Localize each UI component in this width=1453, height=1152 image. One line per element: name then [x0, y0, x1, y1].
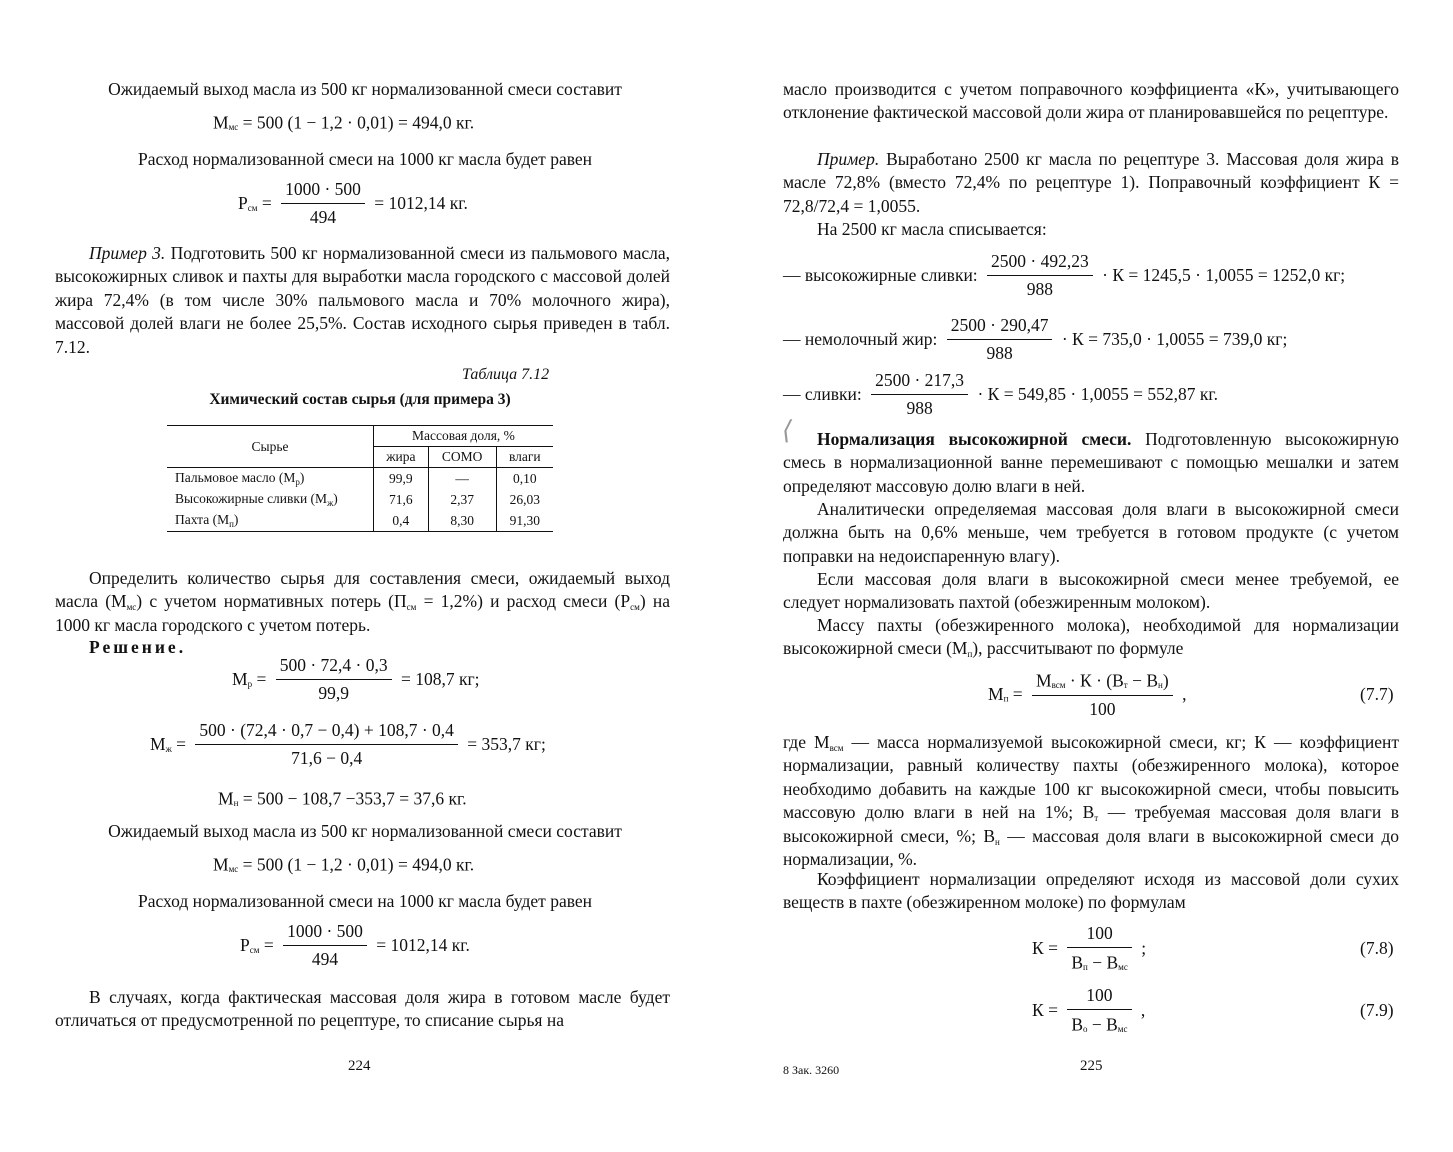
page-number: 225 [1080, 1058, 1103, 1074]
consumption-text-2: Расход нормализованной смеси на 1000 кг масла будет равен [137, 891, 593, 911]
eq-lhs-sub: мс [228, 122, 239, 132]
example-label: Пример. [817, 149, 880, 169]
formula-number: (7.9) [1360, 1000, 1394, 1020]
fraction: $\frac{2500 \cdot 217,3}{988}$ [871, 369, 968, 421]
col-raw-header: Сырье [167, 426, 374, 468]
fraction: $\frac{100}{В_п - В_{мс}}$ [1067, 922, 1132, 975]
equation-rsm-2: $Р_{см}$ = $\frac{1000 \cdot 500}{494}$ = 1012,14 кг. [240, 920, 470, 972]
formula-7-9: К = $\frac{100}{В_о - В_{мс}}$ , [1032, 984, 1145, 1037]
formula-7-7: $М_п$ = $\frac{М_{всм} \cdot К \cdot (В_т - В_н)}{100}$ , [988, 668, 1186, 721]
if-paragraph: Если массовая доля влаги в высокожирной смеси менее требуемой, ее следует нормализовать пахтой (обезжиренным молоком). [783, 569, 1399, 613]
equation-mzh: $М_ж$ = $\frac{500 \cdot (72,4 \cdot 0,7 - 0,4) + 108,7 \cdot 0,4}{71,6 - 0,4}$ = 353,7 кг; [150, 719, 546, 771]
fraction: $\frac{100}{В_о - В_{мс}}$ [1067, 984, 1131, 1037]
task-paragraph: Определить количество сырья для составления смеси, ожидаемый выход масла $(М_{мс})$ с учетом нормативных потерь $(П_{см} = 1,2\%)$ и расход смеси $(Р_{см})$ на 1000 кг масла городского с учетом потерь. [55, 568, 670, 635]
equation-slivki: — сливки: $\frac{2500 \cdot 217,3}{988}$ · К = 549,85 · 1,0055 = 552,87 кг. [783, 369, 1218, 421]
col-header-moisture: влаги [496, 447, 553, 468]
cell-moisture: 91,30 [509, 512, 540, 528]
eq-label: — сливки: [783, 384, 862, 405]
example-text: Подготовить 500 кг нормализованной смеси из пальмового масла, высокожирных сливок и пахты для выработки масла городского с массовой долей жира 72,4% (в том числе 30% пальмового масла и 70% молочного жира), массовой долей влаги не более 25,5%. Состав исходного сырья приведен в табл. 7.12. [55, 243, 670, 357]
cell-somo: 8,30 [428, 510, 496, 532]
equation-mp: $М_р$ = $\frac{500 \cdot 72,4 \cdot 0,3}{99,9}$ = 108,7 кг; [232, 654, 480, 706]
eq-label: — высокожирные сливки: [783, 265, 978, 286]
right-page [726, 0, 1453, 1152]
fraction: $\frac{2500 \cdot 290,47}{988}$ [947, 314, 1053, 366]
where-paragraph: где $М_{всм}$ — масса нормализуемой высокожирной смеси, кг; К — коэффициент нормализации, равный количеству пахты (обезжиренного молока), которое необходимо добавить на каждые 100 кг высокожирной смеси, чтобы повысить массовую долю влаги в ней на 1%; $В_т$ — требуемая массовая доля влаги в высокожирной смеси, %; $В_н$ — массовая доля влаги в высокожирной смеси до нормализации, %. [783, 732, 1400, 870]
writeoff-text: На 2500 кг масла списывается: [817, 219, 1047, 239]
col-group-header: Массовая доля, % [374, 426, 554, 447]
fraction: $\frac{500 \cdot 72,4 \cdot 0,3}{99,9}$ [276, 654, 392, 706]
equation-rsm-1 [238, 178, 468, 230]
eq-sign: = [261, 193, 272, 214]
row-name: Пальмовое масло $(М_р)$ [167, 468, 374, 490]
cell-somo: — [428, 468, 496, 490]
col-header-somo: СОМО [428, 447, 496, 468]
cases-paragraph: В случаях, когда фактическая массовая доля жира в готовом масле будет отличаться от предусмотренной по рецептуре, то списание сырья на [55, 987, 670, 1031]
page-number: 224 [348, 1058, 371, 1074]
coef-paragraph: Коэффициент нормализации определяют исходя из массовой доли сухих веществ в пахте (обезжиренном молоке) по формулам [783, 869, 1399, 913]
normalization-paragraph: Нормализация высокожирной смеси. Подготовленную высокожирную смесь в нормализационной ванне перемешивают с помощью мешалки и затем определяют массовую долю влаги в ней. [783, 429, 1399, 496]
cell-moisture: 0,10 [512, 470, 537, 486]
example-paragraph [783, 148, 1399, 218]
fraction: $\frac{500 \cdot (72,4 \cdot 0,7 - 0,4) + 108,7 \cdot 0,4}{71,6 - 0,4}$ [195, 719, 458, 771]
formula-number: (7.7) [1360, 684, 1394, 704]
analytic-paragraph: Аналитически определяемая массовая доля влаги в высокожирной смеси должна быть на 0,6% меньше, чем требуется в готовом продукте (с учетом поправки на недоиспаренную влагу). [783, 499, 1399, 566]
formula-number: (7.8) [1360, 938, 1394, 958]
equation-mn: $М_н = 500 - 108,7 -353,7 = 37,6$ кг. [218, 788, 467, 809]
section-heading: Нормализация высокожирной смеси. [817, 429, 1132, 449]
example-label: Пример 3. [89, 243, 166, 263]
cell-fat: 0,4 [374, 510, 429, 532]
eq-lhs: М [213, 112, 229, 133]
expected-yield-text-1: Ожидаемый выход масла из 500 кг нормализованной смеси составит [108, 79, 622, 99]
pencil-mark: ⟨ [782, 416, 793, 445]
fraction [281, 178, 365, 230]
expected-yield-text-2: Ожидаемый выход масла из 500 кг нормализованной смеси составит [108, 821, 622, 841]
eq-lhs: Р [238, 193, 248, 214]
equation-fat: — немолочный жир: $\frac{2500 \cdot 290,47}{988}$ · К = 735,0 · 1,0055 = 739,0 кг; [783, 314, 1287, 366]
table-label: Таблица 7.12 [462, 366, 550, 383]
fraction: $\frac{2500 \cdot 492,23}{988}$ [987, 250, 1093, 302]
eq-lhs-sub: см [247, 202, 258, 213]
fraction-denominator: 494 [309, 207, 337, 228]
table-row [167, 468, 553, 490]
table-title: Химический состав сырья (для примера 3) [209, 391, 511, 408]
example-3-paragraph [55, 242, 670, 359]
equation-cream: — высокожирные сливки: $\frac{2500 \cdot 492,23}{988}$ · К = 1245,5 · 1,0055 = 1252,0 кг; [783, 250, 1345, 302]
consumption-text-1: Расход нормализованной смеси на 1000 кг масла будет равен [137, 149, 593, 169]
continuation-paragraph: масло производится с учетом поправочного коэффициента «К», учитывающего отклонение фактической массовой доли жира от планировавшейся по рецептуре. [783, 79, 1399, 123]
mass-paragraph: Массу пахты (обезжиренного молока), необходимой для нормализации высокожирной смеси $(М_п)$, рассчитывают по формуле [783, 615, 1399, 660]
row-name: Пахта $(М_п)$ [167, 510, 374, 532]
eq-label: — немолочный жир: [783, 329, 938, 350]
fraction-numerator: 1000 · 500 [281, 178, 365, 204]
eq-rhs: = 500 (1 − 1,2 · 0,01) = 494,0 кг. [242, 112, 475, 133]
equation-mms-1 [213, 110, 474, 135]
solution-label: Решение. [89, 637, 187, 657]
left-page [0, 0, 726, 1152]
cell-fat: 99,9 [374, 468, 429, 490]
col-header-fat: жира [374, 447, 429, 468]
cell-somo: 2,37 [428, 489, 496, 510]
example-text: Выработано 2500 кг масла по рецептуре 3. Массовая доля жира в масле 72,8% (вместо 72,4% по рецептуре 1). Поправочный коэффициент К = 72,8/72,4 = 1,0055. [783, 149, 1399, 216]
fraction: $\frac{1000 \cdot 500}{494}$ [283, 920, 367, 972]
cell-moisture: 26,03 [509, 491, 540, 507]
equation-mms-2: $М_{мс} = 500$ (1 − 1,2 · 0,01) = 494,0 кг. [213, 854, 475, 875]
chemical-composition-table [167, 425, 553, 532]
footer-note: 8 Зак. 3260 [783, 1063, 840, 1077]
table-row [167, 489, 553, 510]
fraction: $\frac{М_{всм} \cdot К \cdot (В_т - В_н)}{100}$ [1032, 668, 1173, 721]
table-row [167, 510, 553, 532]
formula-7-8: К = $\frac{100}{В_п - В_{мс}}$ ; [1032, 922, 1146, 975]
cell-fat: 71,6 [374, 489, 429, 510]
row-name: Высокожирные сливки $(М_ж)$ [167, 489, 374, 510]
eq-rhs: = 1012,14 кг. [374, 193, 468, 214]
